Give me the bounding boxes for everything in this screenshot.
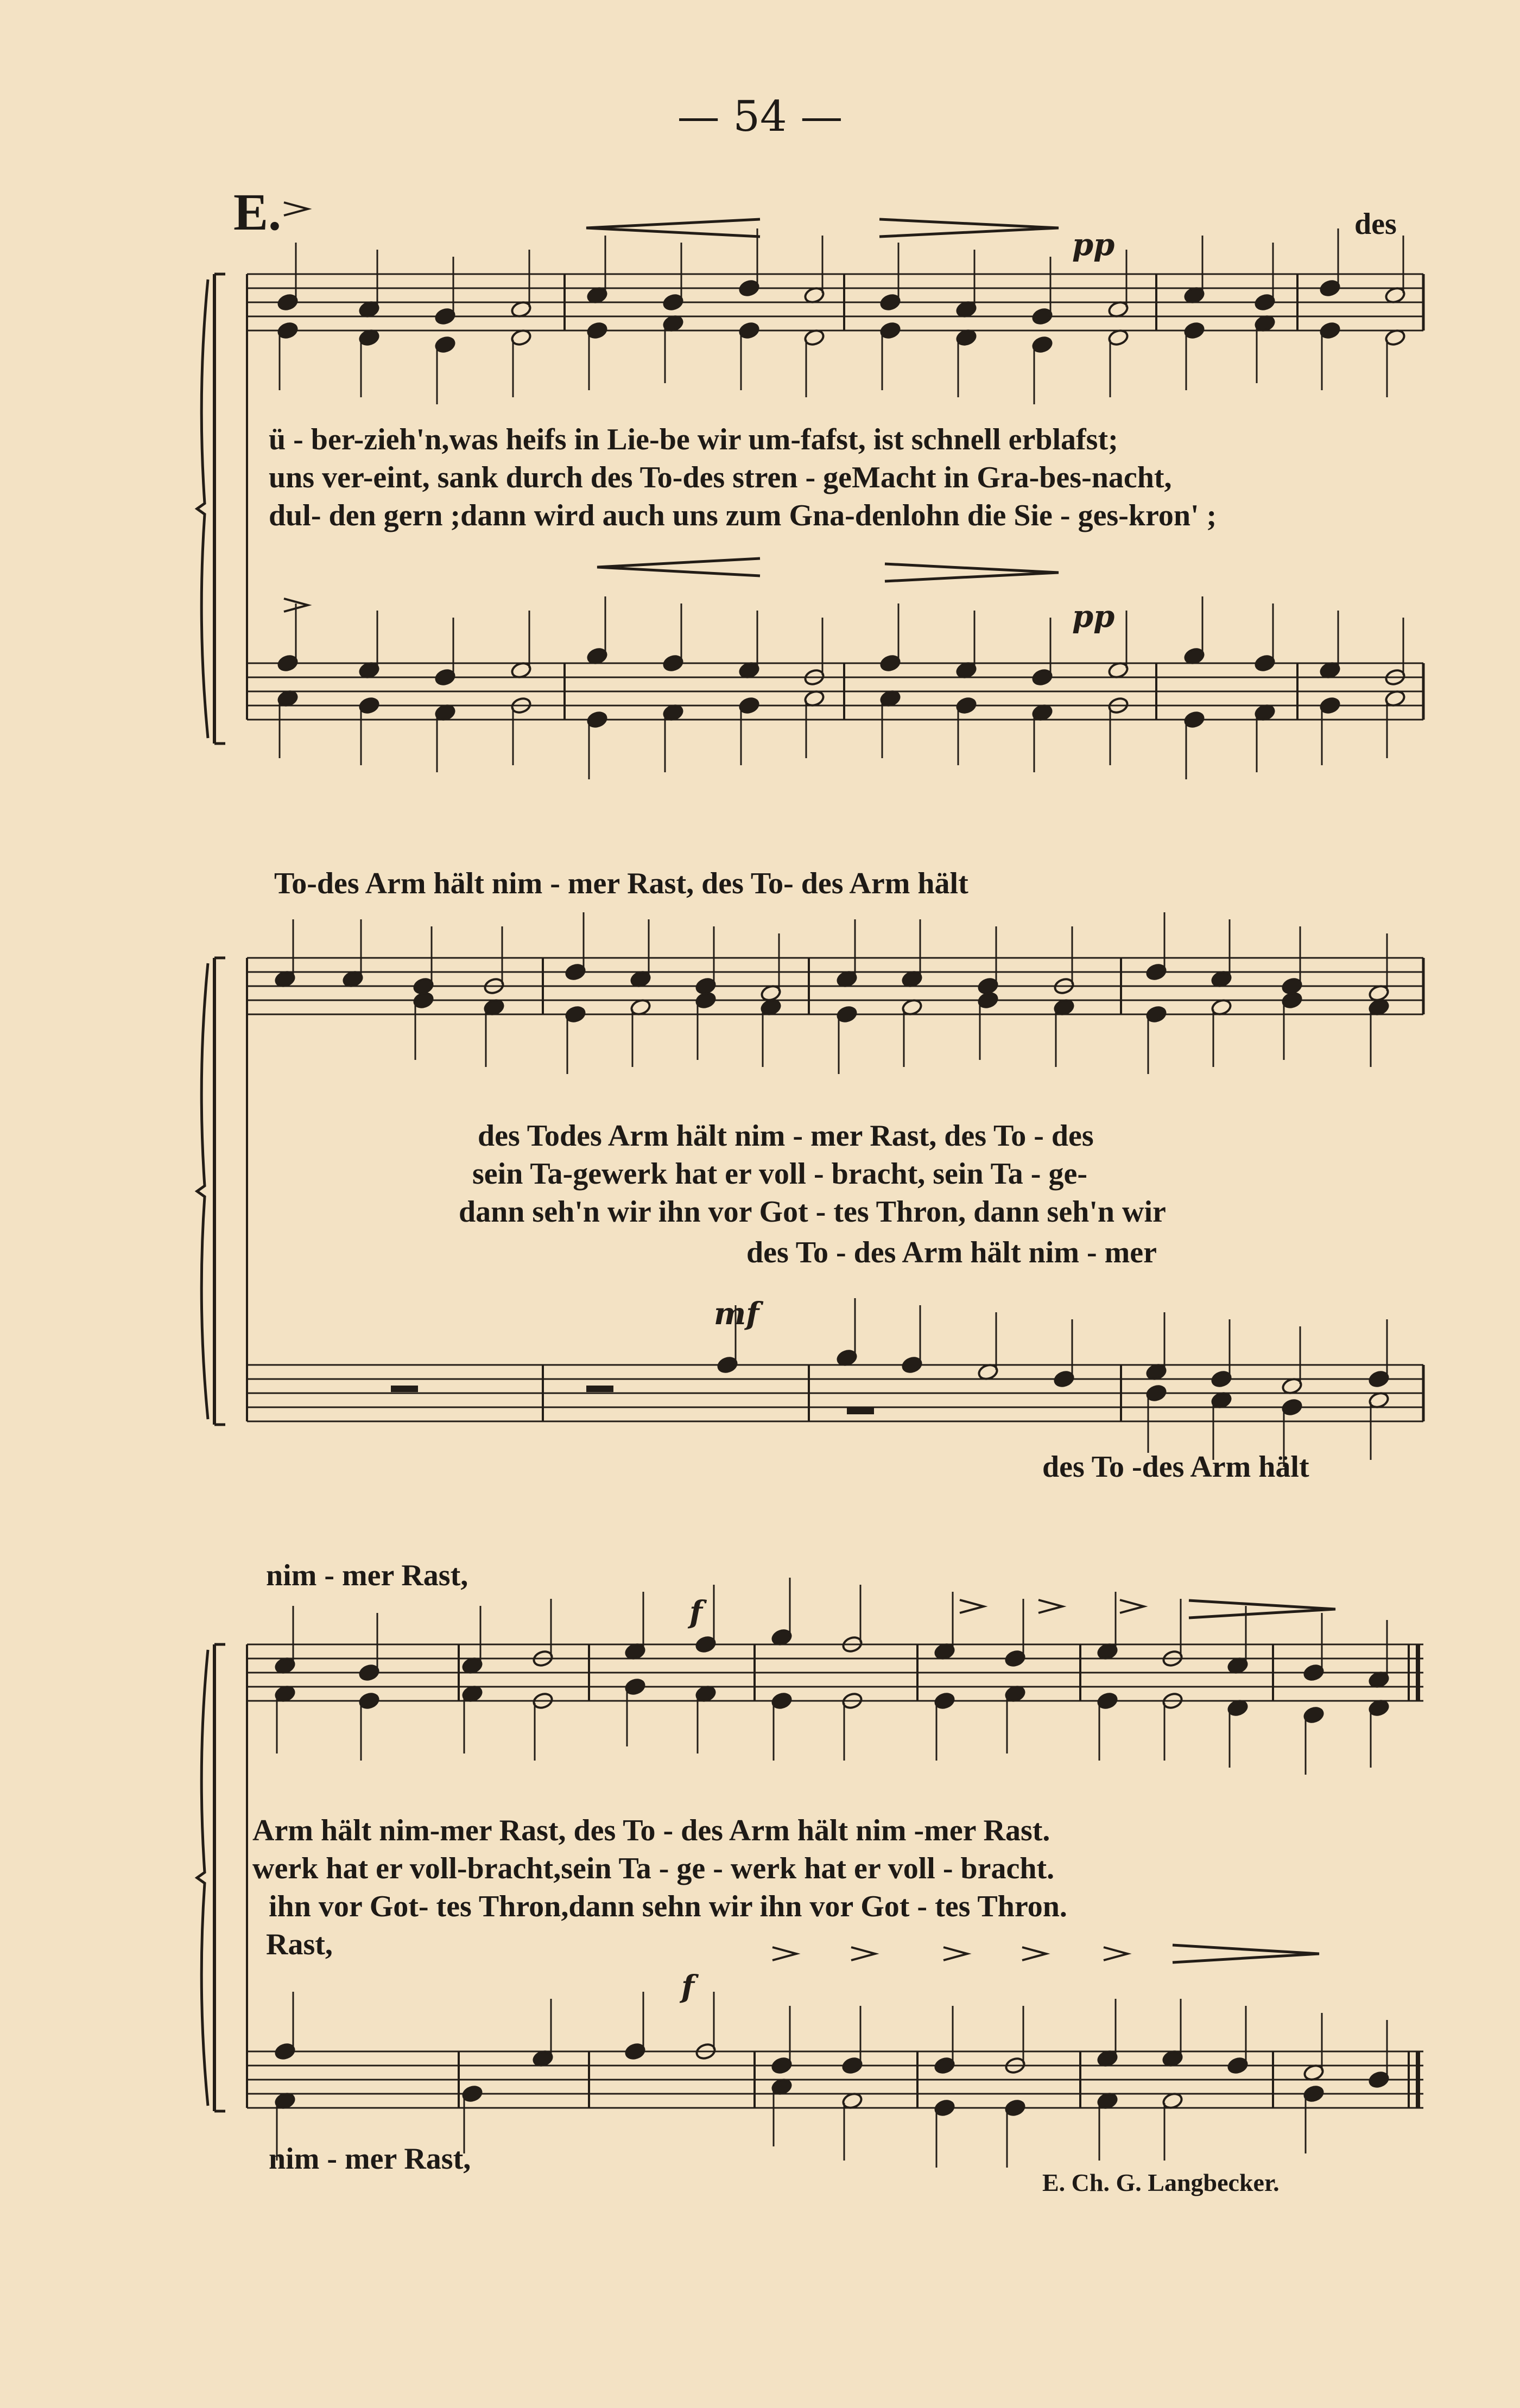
system2-lyric-verse2: sein Ta-gewerk hat er voll - bracht, sein Ta - ge- bbox=[472, 1157, 1087, 1191]
system2-lyric-verse1: des Todes Arm hält nim - mer Rast, des To - des bbox=[478, 1119, 1094, 1153]
crescendo-hairpin bbox=[597, 558, 760, 576]
accent-mark bbox=[1120, 1600, 1144, 1613]
accent-mark bbox=[851, 1947, 875, 1960]
accent-mark bbox=[1104, 1947, 1128, 1960]
accent-mark bbox=[960, 1600, 984, 1613]
accent-mark bbox=[772, 1947, 796, 1960]
decrescendo-hairpin bbox=[1189, 1600, 1335, 1618]
decrescendo-hairpin bbox=[1173, 1945, 1319, 1962]
system3-lyric-verse2: werk hat er voll-bracht,sein Ta - ge - werk hat er voll - bracht. bbox=[252, 1852, 1055, 1885]
accent-mark bbox=[284, 202, 308, 215]
accent-mark bbox=[1022, 1947, 1046, 1960]
half-rest bbox=[586, 1386, 613, 1392]
system1-pre-word: des bbox=[1354, 207, 1397, 241]
system2-bass-lyric: des To - des Arm hält nim - mer bbox=[746, 1236, 1157, 1269]
system2-bottom-lyric: des To -des Arm hält bbox=[1042, 1450, 1309, 1484]
crescendo-hairpin bbox=[586, 219, 760, 237]
system-brace bbox=[197, 963, 208, 1419]
system3-lyric-verse1: Arm hält nim-mer Rast, des To - des Arm hält nim -mer Rast. bbox=[252, 1814, 1050, 1847]
system1-lyric-verse1: ü - ber-zieh'n,was heifs in Lie-be wir um-fafst, ist schnell erblafst; bbox=[269, 423, 1118, 456]
system3-top-lyric: nim - mer Rast, bbox=[266, 1559, 468, 1592]
system1-lyric-verse3: dul- den gern ;dann wird auch uns zum Gna-denlohn die Sie - ges-kron' ; bbox=[269, 499, 1217, 532]
decrescendo-hairpin bbox=[879, 219, 1059, 237]
accent-mark bbox=[1038, 1600, 1062, 1613]
dynamic-marking: f bbox=[681, 1969, 695, 2005]
section-letter: E. bbox=[233, 183, 282, 241]
half-rest bbox=[391, 1386, 418, 1392]
page-number: — 54 — bbox=[677, 92, 843, 141]
system2-lyric-verse3: dann seh'n wir ihn vor Got - tes Thron, dann seh'n wir bbox=[459, 1195, 1166, 1229]
dynamic-marking: mf bbox=[714, 1296, 759, 1332]
decrescendo-hairpin bbox=[885, 564, 1059, 581]
system-brace bbox=[197, 1650, 208, 2106]
dynamic-marking: pp bbox=[1072, 599, 1115, 634]
system3-lyric-verse3: ihn vor Got- tes Thron,dann sehn wir ihn vor Got - tes Thron. bbox=[269, 1890, 1067, 1923]
system3-bottom-lyric: nim - mer Rast, bbox=[269, 2142, 471, 2176]
system1-lyric-verse2: uns ver-eint, sank durch des To-des stren - geMacht in Gra-bes-nacht, bbox=[269, 461, 1172, 494]
half-rest bbox=[847, 1408, 874, 1414]
system3-bass-lyric: Rast, bbox=[266, 1928, 333, 1961]
dynamic-marking: f bbox=[689, 1594, 703, 1630]
system-brace bbox=[197, 279, 208, 738]
composer-credit: E. Ch. G. Langbecker. bbox=[1042, 2169, 1280, 2196]
system2-top-lyric: To-des Arm hält nim - mer Rast, des To- des Arm hält bbox=[274, 867, 968, 900]
dynamic-marking: pp bbox=[1072, 227, 1115, 263]
accent-mark bbox=[943, 1947, 967, 1960]
